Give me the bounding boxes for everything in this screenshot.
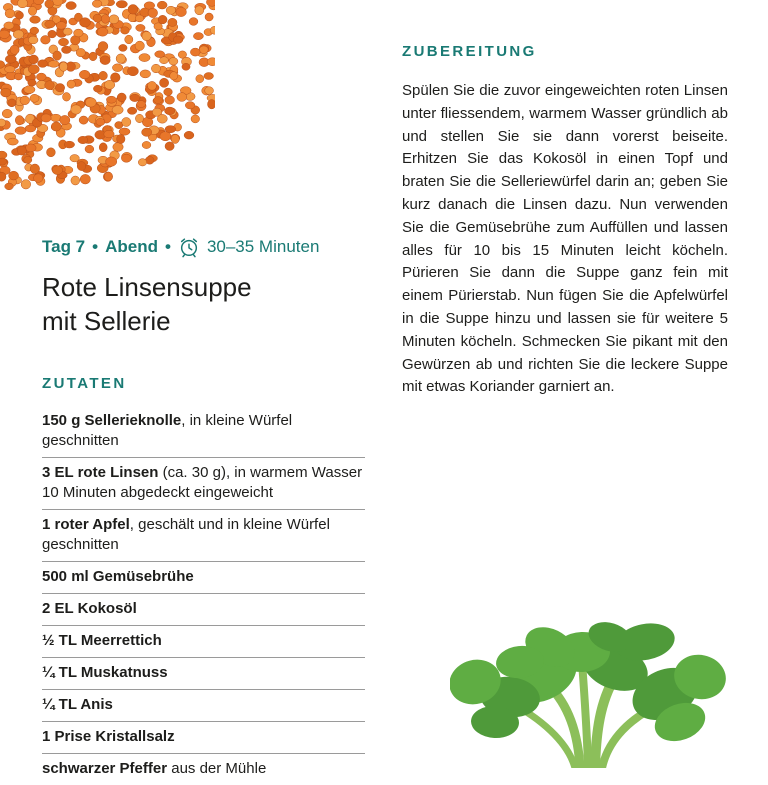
meta-separator: • [164,237,171,256]
ingredient-item [42,754,365,785]
lentil [59,62,67,71]
lentil [121,154,131,162]
lentil [130,94,140,101]
lentil [135,15,144,22]
lentil [99,143,107,152]
lentil [189,18,198,26]
lentil [135,114,143,122]
lentil [125,35,133,44]
lentil [85,145,94,153]
lentil [5,55,16,63]
lentil [29,55,39,64]
lentil [166,6,175,14]
lentil [117,93,126,102]
lentil [119,44,127,51]
lentil [117,134,125,143]
lentil [121,27,130,34]
lentil [176,7,187,16]
lentil [184,131,194,139]
preparation-text: Spülen Sie die zuvor eingeweichten roten Linsen unter fliessendem, warmem Wasser gründlich ab und stellen Sie sie dann vorerst beiseite. Erhitzen Sie das Kokosöl in einen Topf und braten Sie die Selleriewürfel darin an; geben Sie kurz danach die Linsen dazu. Nun verwenden Sie die Gemüsebrühe zum Auffüllen und lassen alles für 10 bis 15 Minuten leicht köcheln. Pürieren Sie dann die Suppe ganz fein mit einem Pürierstab. Nun fügen Sie die Apfelwürfel in die Suppe hinzu und lassen sie für weitere 5 Minuten köcheln. Schmecken Sie pikant mit den Gewürzen ab und richten Sie die leckere Suppe mit etwas Koriander garniert an. [402,82,728,396]
lentil [139,54,150,62]
lentil [191,115,200,123]
lentil [15,116,23,125]
lentil [71,176,80,185]
lentil [5,183,14,190]
lentil [109,15,119,24]
alarm-clock-icon [178,236,200,258]
lentil [99,71,108,80]
ingredient-item [42,408,365,458]
lentil [119,128,130,135]
lentil [0,151,7,159]
lentil [16,11,24,19]
lentil [62,46,72,53]
lentil [208,100,216,109]
lentil [28,36,38,44]
lentil [111,73,121,82]
lentil [77,162,86,171]
lentil [30,164,39,174]
lentil [101,15,109,24]
lentil [96,118,105,125]
lentil [80,18,91,27]
duration-label: 30–35 Minuten [206,237,320,256]
lentil [168,18,177,26]
lentil [142,141,151,148]
ingredients-heading: ZUTATEN [42,375,127,392]
lentil [63,28,72,35]
lentil [142,31,151,40]
lentil [48,61,59,68]
ingredient-quantity: 500 ml Gemüsebrühe [42,568,194,585]
lentil [0,30,10,39]
lentil [85,98,96,107]
celery-image [450,622,730,768]
recipe-title [42,270,362,338]
ingredient-item [42,594,365,626]
lentil [148,81,157,90]
meal-label: Abend [105,237,158,256]
lentil [169,58,178,66]
ingredient-quantity: 1 roter Apfel [42,516,130,533]
lentil [13,30,24,39]
lentil [5,66,16,73]
lentil [93,85,102,92]
lentil [190,48,200,56]
lentil [173,36,183,44]
lentil [24,86,35,94]
ingredient-item [42,722,365,754]
ingredients-list [42,408,365,785]
lentil [45,0,54,8]
lentil [171,135,179,144]
lentil [165,126,176,133]
lentil [20,96,30,105]
day-label: Tag 7 [42,237,86,256]
lentil [154,23,162,30]
lentil [28,79,36,86]
ingredient-item [42,562,365,594]
lentil [55,84,64,92]
lentil [122,118,131,127]
lentil [17,0,27,8]
lentil [158,15,167,24]
lentil [76,48,85,56]
lentil [2,109,12,118]
lentil [195,6,204,15]
lentil [5,9,15,18]
lentil [63,93,71,102]
ingredient-quantity: schwarzer Pfeffer [42,760,168,777]
ingredient-quantity: 3 EL rote Linsen [42,464,159,481]
lentil [164,88,173,96]
lentil [28,6,36,15]
lentil [71,105,82,114]
ingredient-quantity: 2 EL Kokosöl [42,600,137,617]
lentil [89,52,97,61]
ingredient-quantity: 1 Prise Kristallsalz [42,728,175,745]
ingredient-item [42,658,365,690]
lentil [199,46,208,54]
recipe-title-line1: Rote Linsensuppe [42,272,252,302]
recipe-title-line2: mit Sellerie [42,306,171,336]
lentil [79,70,90,79]
ingredient-item [42,510,365,562]
lentil [112,106,123,115]
lentil [34,174,43,183]
lentil [56,22,66,30]
lentil [127,107,136,114]
lentil [138,159,146,166]
lentil [70,155,79,162]
lentil [170,72,178,80]
lentil [160,78,169,87]
lentil [38,60,48,68]
lentil [98,42,108,52]
lentil [116,54,125,63]
lentil [0,158,7,165]
lentil [193,33,203,40]
lentil [67,80,75,88]
lentil [157,114,167,123]
lentil [92,0,102,7]
lentil [58,38,68,46]
lentil [140,70,151,78]
lentil [148,8,158,17]
lentil [74,29,84,37]
lentil [45,81,55,90]
red-lentils-image [0,0,215,205]
lentil [106,157,117,166]
lentil [165,142,174,151]
lentil [41,36,51,45]
lentil [106,96,116,103]
lentil [206,0,215,6]
lentil [1,88,11,97]
lentil [165,107,175,115]
lentil [97,27,108,36]
ingredient-quantity: ½ TL Meerrettich [42,632,162,649]
lentil [182,63,190,70]
lentil [66,2,76,10]
lentil [64,141,74,148]
lentil [155,51,165,58]
lentil [52,166,62,175]
lentil [30,27,39,34]
ingredient-quantity: ¼ TL Anis [42,696,113,713]
lentil [79,116,88,124]
lentil [41,114,51,122]
ingredient-note: , in kleine Würfel geschnitten [42,412,293,449]
lentil [112,64,122,72]
lentil [135,41,144,50]
lentil [30,94,39,102]
ingredient-note: aus der Mühle [167,760,267,777]
lentil [93,14,102,22]
ingredient-item [42,690,365,722]
lentil [154,97,163,104]
lentil [28,65,39,74]
lentil [51,122,61,131]
lentil [78,136,88,143]
lentil [17,146,26,155]
lentil [100,56,110,65]
recipe-meta [42,236,319,258]
ingredient-item [42,626,365,658]
lentil [205,87,214,95]
ingredient-note: , geschält und in kleine Würfel geschnitten [42,516,330,553]
lentil [8,99,16,107]
ingredient-item [42,458,365,510]
ingredient-quantity: 150 g Sellerieknolle [42,412,182,429]
lentil [204,73,214,80]
lentil [9,171,19,180]
lentil [113,143,123,152]
ingredient-quantity: ¼ TL Muskatnuss [42,664,168,681]
lentil [80,174,90,184]
lentil [127,67,138,76]
lentil [196,75,204,83]
lentil [165,96,175,104]
lentil [157,1,167,9]
lentil [136,24,145,31]
lentil [21,180,31,189]
lentil [151,64,160,73]
lentil [45,20,55,28]
lentil [177,93,187,102]
lentil [4,22,14,29]
lentil [15,127,26,135]
lentil [36,73,46,81]
lentil [60,115,70,124]
lentil [116,0,127,7]
lentil [142,128,152,136]
meta-separator: • [92,237,99,256]
lentil [47,148,56,157]
lentil [104,172,112,181]
lentil [53,51,62,60]
lentil [104,130,114,138]
lentil [185,102,195,109]
lentil [7,138,18,145]
ingredient-note: (ca. 30 g), in warmem Wasser 10 Minuten abgedeckt eingeweicht [42,464,363,501]
lentil [205,13,213,21]
lentil [26,144,37,152]
lentil [30,16,41,23]
lentil [24,156,32,163]
preparation-heading: ZUBEREITUNG [402,43,537,60]
lentil [128,5,138,15]
lentil [207,58,215,66]
lentil [10,45,19,54]
lentil [137,101,146,108]
lentil [15,73,23,80]
